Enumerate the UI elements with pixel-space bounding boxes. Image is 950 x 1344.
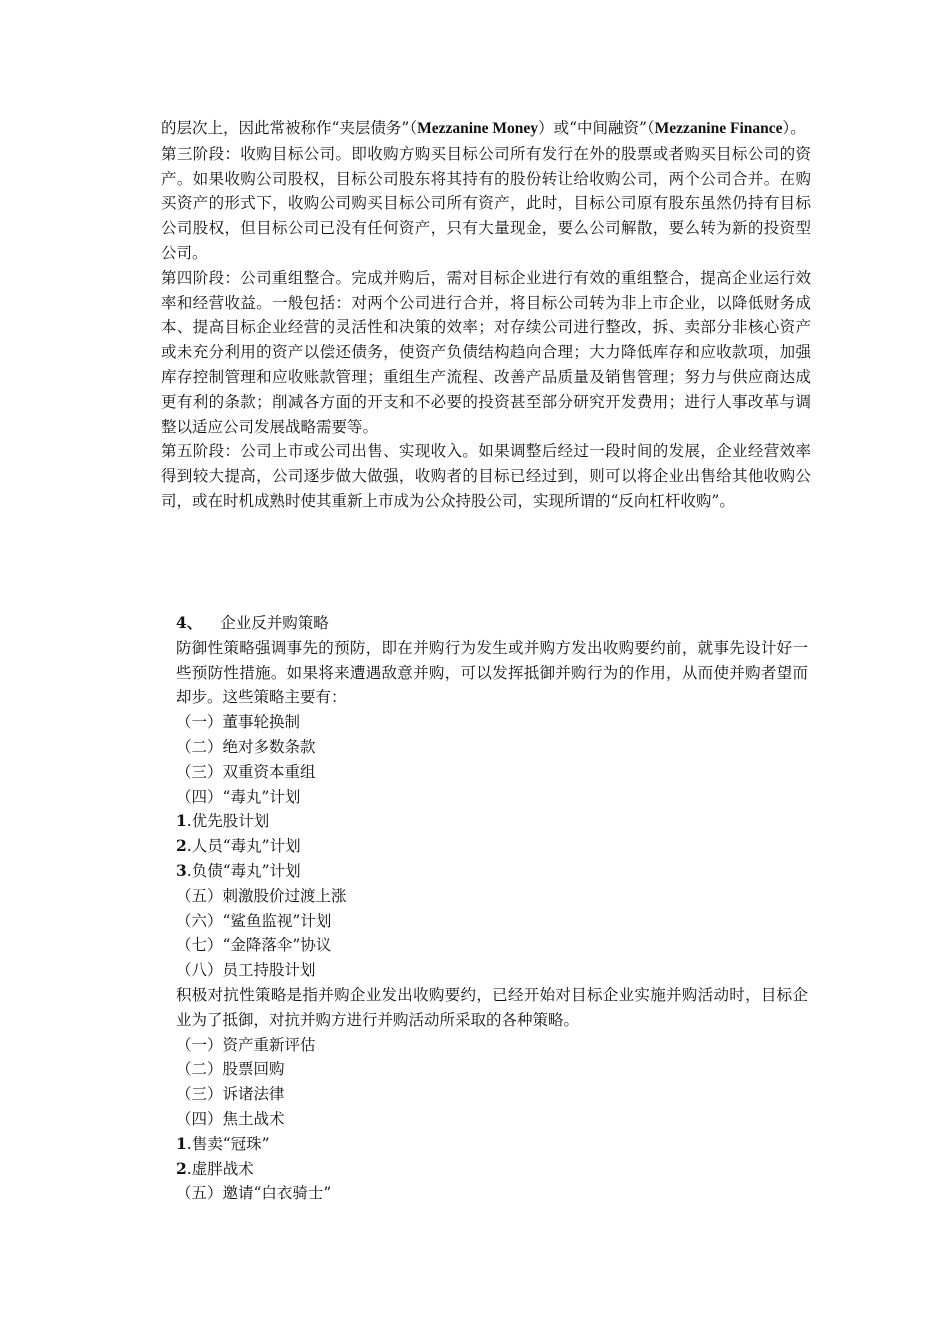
term-mezzanine-money: Mezzanine Money — [417, 120, 539, 137]
sub-list-item — [176, 859, 808, 884]
paragraph-stage-3: 第三阶段：收购目标公司。即收购方购买目标公司所有发行在外的股票或者购买目标公司的资产。如果收购公司股权，目标公司股东将其持有的股份转让给收购公司，两个公司合并。在购买资产的形式下，收购公司购买目标公司所有资产，此时，目标公司原有股东虽然仍持有目标公司股权，但目标公司已没有任何资产，只有大量现金，要么公司解散，要么转为新的投资型公司。 — [161, 144, 811, 262]
sub-item-number: 1 — [176, 1133, 187, 1153]
paragraph-stage-4: 第四阶段：公司重组整合。完成并购后，需对目标企业进行有效的重组整合，提高企业运行效率和经营收益。一般包括：对两个公司进行合并，将目标公司转为非上市企业，以降低财务成本、提高目标企业经营的灵活性和决策的效率；对存续公司进行整改，拆、卖部分非核心资产或未充分利用的资产以偿还债务，使资产负债结构趋向合理；大力降低库存和应收款项，加强库存控制管理和应收账款管理；重组生产流程、改善产品质量及销售管理；努力与供应商达成更有利的条款；削减各方面的开支和不必要的投资甚至部分研究开发费用；进行人事改革与调整以适应公司发展战略需要等。 — [161, 268, 811, 436]
list-item: （一）资产重新评估 — [176, 1035, 316, 1054]
paragraph-defensive-intro: 防御性策略强调事先的预防，即在并购行为发生或并购方发出收购要约前，就事先设计好一些预防性措施。如果将来遭遇敌意并购，可以发挥抵御并购行为的作用，从而使并购者望而却步。这些策略主要有： — [176, 638, 808, 707]
list-item: （六）“鲨鱼监视”计划 — [176, 911, 332, 930]
list-item: （八）员工持股计划 — [176, 961, 316, 980]
list-item: （五）刺激股价过渡上涨 — [176, 886, 347, 905]
sub-item-number: 2 — [176, 836, 187, 856]
sub-list-item — [176, 809, 808, 834]
paragraph-active-intro: 积极对抗性策略是指并购企业发出收购要约，已经开始对目标企业实施并购活动时，目标企业为了抵御，对抗并购方进行并购活动所采取的各种策略。 — [176, 985, 808, 1029]
list-item: （三）双重资本重组 — [176, 762, 316, 781]
list-item: （四）“毒丸”计划 — [176, 787, 301, 806]
term-mezzanine-finance: Mezzanine Finance — [654, 120, 783, 137]
lbo-stages-section — [161, 116, 811, 514]
sub-list-item — [176, 834, 808, 859]
list-item: （二）股票回购 — [176, 1060, 285, 1079]
sub-list-item — [176, 1132, 808, 1157]
list-item: （五）邀请“白衣骑士” — [176, 1184, 332, 1203]
list-item: （二）绝对多数条款 — [176, 737, 316, 756]
list-item: （三）诉诸法律 — [176, 1085, 285, 1104]
sub-item-text: .负债“毒丸”计划 — [186, 861, 301, 880]
heading-text: 企业反并购策略 — [220, 614, 329, 632]
text-run: ）。 — [782, 119, 806, 137]
sub-item-number: 2 — [176, 1158, 187, 1178]
paragraph-stage-5: 第五阶段：公司上市或公司出售、实现收入。如果调整后经过一段时间的发展，企业经营效率得到较大提高，公司逐步做大做强，收购者的目标已经过到，则可以将企业出售给其他收购公司，或在时机成熟时使其重新上市成为公众持股公司，实现所谓的“反向杠杆收购”。 — [161, 442, 811, 510]
sub-item-number: 1 — [176, 811, 187, 831]
paragraph-mezzanine — [161, 116, 811, 142]
sub-item-text: .售卖“冠珠” — [186, 1134, 270, 1153]
list-item: （七）“金降落伞”协议 — [176, 936, 332, 955]
sub-item-text: .人员“毒丸”计划 — [186, 837, 301, 856]
section-heading — [176, 611, 808, 636]
text-run: ）或“中间融资”（ — [538, 119, 655, 137]
list-item: （一）董事轮换制 — [176, 713, 301, 732]
sub-item-text: .虚胖战术 — [186, 1159, 254, 1178]
sub-item-number: 3 — [176, 860, 187, 880]
text-run: 的层次上，因此常被称作“夹层债务”（ — [161, 119, 418, 137]
anti-takeover-section — [176, 611, 808, 1206]
list-item: （四）焦土战术 — [176, 1109, 285, 1128]
heading-number: 4、 — [176, 613, 203, 632]
sub-list-item — [176, 1157, 808, 1182]
sub-item-text: .优先股计划 — [186, 812, 270, 831]
